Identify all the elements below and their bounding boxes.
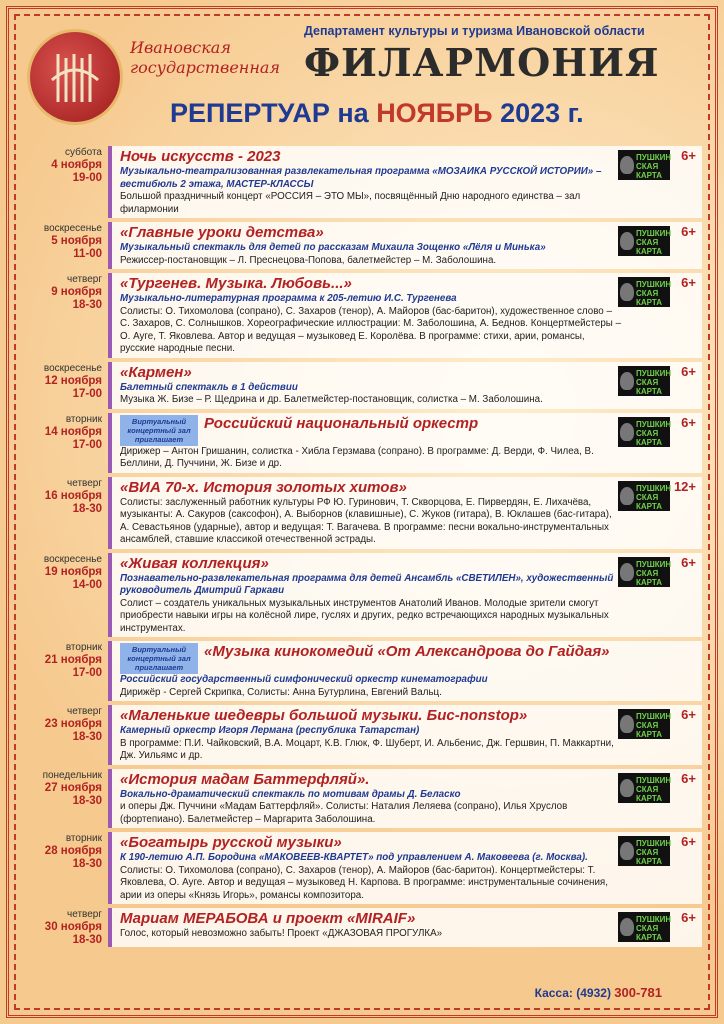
pushkin-card-text: КАРТА <box>636 171 663 180</box>
kassa-number: 300-781 <box>614 985 662 1000</box>
event-weekday: вторник <box>65 833 102 844</box>
event-time: 17-00 <box>72 438 102 451</box>
event-title <box>120 364 622 382</box>
event-weekday: вторник <box>65 413 102 425</box>
event-details <box>108 362 702 409</box>
event-description: Солист – создатель уникальных музыкальных инструментов Анатолий Иванов. Молодые зрители смогут приобрести навыки игры на колёсной лире, гуслях и других, редко встречающихся народных музыкальных инструментах. <box>120 597 609 634</box>
virtual-hall-badge: Виртуальный концертный зал приглашает <box>120 643 198 674</box>
pushkin-card-text: СКАЯ <box>636 238 659 247</box>
event-description: Голос, который невозможно забыть! Проект «ДЖАЗОВАЯ ПРОГУЛКА» <box>120 928 443 939</box>
pushkin-card-text: ПУШКИН <box>636 915 672 924</box>
age-rating-badge: 6+ <box>681 834 696 849</box>
event-title-text: «Маленькие шедевры большой музыки. Бис-nonstop» <box>120 707 528 724</box>
event-weekday: понедельник <box>42 769 102 781</box>
event-title <box>120 910 622 928</box>
pushkin-portrait-icon <box>620 715 634 733</box>
event-description: Режиссер-постановщик – Л. Преснецова-Попова, балетмейстер – М. Заболошина. <box>120 254 497 266</box>
event-date <box>22 222 108 269</box>
event-row <box>22 908 702 947</box>
repertoire-title <box>170 98 584 129</box>
event-day: 23 ноября <box>44 718 102 730</box>
title-month: НОЯБРЬ <box>376 98 493 128</box>
pushkin-card-text: ПУШКИН <box>636 229 672 238</box>
event-time: 19-00 <box>72 172 102 184</box>
event-title <box>120 148 622 166</box>
virtual-hall-badge: Виртуальный концертный зал приглашает <box>120 415 198 446</box>
pushkin-card-text: ПУШКИН <box>636 419 672 429</box>
event-title <box>120 707 622 725</box>
event-title-text: «Главные уроки детства» <box>120 224 324 241</box>
event-weekday: воскресенье <box>43 553 102 565</box>
event-description: Дирижёр - Сергей Скрипка, Солисты: Анна Бутурлина, Евгений Вальц. <box>120 686 442 698</box>
event-details <box>108 832 702 904</box>
event-description: Солисты: заслуженный работник культуры РФ Ю. Гуринович, Т. Скворцова, Е. Пирвердян, Е. Лихачёва, музыканты: А. Сакуров (саксофон), А. Выборнов (клавишные), С. Жуков (гитара), В. Юклашев (бас-гитара), А. Севастьянов (ударные), автор и ведущая: Т. Вагачева. В программе: песни вокально-инструментальных ансамблей, ставшие классикой отечественной эстрады. <box>120 496 612 545</box>
event-date <box>22 705 108 765</box>
pushkin-card-text: СКАЯ <box>636 924 659 933</box>
event-description: В программе: П.И. Чайковский, В.А. Моцарт, К.В. Глюк, Ф. Шуберт, И. Альбенис, Дж. Гершвин, П. Маккартни, Дж. Уильямс и др. <box>120 737 614 761</box>
event-details <box>108 477 702 549</box>
event-description: и оперы Дж. Пуччини «Мадам Баттерфляй». Солисты: Наталия Леляева (сопрано), Илья Хруслов (фортепиано). Балетмейстер – Маргарита Заболошина. <box>120 801 568 825</box>
age-rating-badge: 6+ <box>681 363 696 379</box>
event-weekday: вторник <box>65 642 102 653</box>
event-date <box>22 362 108 409</box>
event-time: 11-00 <box>73 248 102 260</box>
event-row <box>22 705 702 765</box>
event-row <box>22 362 702 409</box>
pushkin-card-text: СКАЯ <box>636 428 659 438</box>
event-description: Музыка Ж. Бизе – Р. Щедрина и др. Балетмейстер-постановщик, солистка – М. Заболошина. <box>120 394 543 405</box>
event-date <box>22 413 108 473</box>
event-title-text: «Живая коллекция» <box>120 554 269 572</box>
event-day: 12 ноября <box>44 374 102 387</box>
pushkin-card-text: ПУШКИН <box>636 559 672 569</box>
event-details <box>108 705 702 765</box>
event-subtitle: Музыкально-литературная программа к 205-летию И.С. Тургенева <box>120 293 457 304</box>
event-subtitle: Балетный спектакль в 1 действии <box>120 381 298 393</box>
event-day: 4 ноября <box>51 159 102 171</box>
age-rating-badge: 6+ <box>681 414 696 430</box>
event-details <box>108 146 702 218</box>
title-part1: РЕПЕРТУАР на <box>170 98 377 128</box>
pushkin-card-text: ПУШКИН <box>636 153 672 162</box>
pushkin-card-logo <box>618 557 670 587</box>
org-name <box>130 38 290 78</box>
kassa-label: Касса: <box>534 986 573 1000</box>
event-title <box>120 643 622 674</box>
event-subtitle: Камерный оркестр Игоря Лермана (республика Татарстан) <box>120 725 420 736</box>
event-row <box>22 832 702 904</box>
event-date <box>22 273 108 358</box>
pushkin-card-text: ПУШКИН <box>636 483 672 493</box>
event-subtitle: Российский государственный симфонический оркестр кинематографии <box>120 674 488 685</box>
pushkin-card-logo <box>618 709 670 739</box>
pushkin-card-logo <box>618 226 670 256</box>
pushkin-card-logo <box>618 417 670 447</box>
event-title <box>120 415 622 446</box>
event-date <box>22 477 108 549</box>
event-description: Большой праздничный концерт «РОССИЯ – ЭТО МЫ», посвящённый Дню народного единства – зал филармонии <box>120 191 581 215</box>
age-rating-badge: 6+ <box>681 148 696 163</box>
event-subtitle: Музыкально-театрализованная развлекательная программа «МОЗАИКА РУССКОЙ ИСТОРИИ» – вестибюль 2 этажа, МАСТЕР-КЛАССЫ <box>120 166 602 190</box>
event-subtitle: Музыкальный спектакль для детей по рассказам Михаила Зощенко «Лёля и Минька» <box>120 242 546 253</box>
age-rating-badge: 6+ <box>681 707 696 722</box>
title-year: 2023 г. <box>492 98 584 128</box>
event-details <box>108 641 702 701</box>
pushkin-card-text: СКАЯ <box>636 568 659 578</box>
event-details <box>108 908 702 947</box>
event-title-text: «Богатырь русской музыки» <box>120 834 342 851</box>
pushkin-card-text: СКАЯ <box>636 784 659 794</box>
event-details <box>108 769 702 829</box>
age-rating-badge: 6+ <box>681 770 696 786</box>
event-title-text: «Кармен» <box>120 363 192 381</box>
pushkin-card-text: КАРТА <box>636 730 663 739</box>
pushkin-portrait-icon <box>620 232 634 250</box>
event-time: 18-30 <box>72 502 102 515</box>
age-rating-badge: 12+ <box>673 478 696 494</box>
org-line1: Ивановская <box>130 38 231 57</box>
event-time: 17-00 <box>72 667 102 679</box>
event-date <box>22 769 108 829</box>
pushkin-card-text: ПУШКИН <box>636 712 672 721</box>
pushkin-card-logo <box>618 366 670 396</box>
pushkin-card-text: КАРТА <box>636 437 663 447</box>
pushkin-card-logo <box>618 481 670 511</box>
event-weekday: четверг <box>67 706 102 717</box>
event-time: 18-30 <box>72 794 102 807</box>
event-title-text: «Тургенев. Музыка. Любовь...» <box>120 275 352 292</box>
header <box>22 22 702 142</box>
pushkin-card-text: СКАЯ <box>636 289 659 298</box>
event-date <box>22 553 108 638</box>
poster-content <box>22 22 702 1002</box>
philharmonic-logo <box>30 32 120 122</box>
pushkin-card-logo <box>618 277 670 307</box>
event-subtitle: Вокально-драматический спектакль по мотивам драмы Д. Беласко <box>120 788 461 800</box>
event-time: 18-30 <box>72 858 102 870</box>
event-title <box>120 771 622 789</box>
event-time: 18-30 <box>72 299 102 311</box>
event-day: 27 ноября <box>44 781 102 794</box>
pushkin-portrait-icon <box>620 487 634 505</box>
event-row <box>22 641 702 701</box>
pushkin-card-logo <box>618 773 670 803</box>
event-day: 9 ноября <box>51 286 102 298</box>
event-row <box>22 477 702 549</box>
event-title-text: «Музыка кинокомедий «От Александрова до Гайдая» <box>204 643 610 660</box>
event-date <box>22 832 108 904</box>
event-weekday: четверг <box>67 909 102 920</box>
event-weekday: воскресенье <box>43 223 102 234</box>
pushkin-card-text: КАРТА <box>636 298 663 307</box>
event-day: 28 ноября <box>44 845 102 857</box>
age-rating-badge: 6+ <box>681 224 696 239</box>
event-title-text: Российский национальный оркестр <box>204 414 479 432</box>
pushkin-card-text: СКАЯ <box>636 162 659 171</box>
pushkin-card-text: СКАЯ <box>636 492 659 502</box>
event-title <box>120 224 622 242</box>
event-time: 17-00 <box>72 387 102 400</box>
event-title <box>120 275 622 293</box>
pushkin-card-text: КАРТА <box>636 247 663 256</box>
pushkin-portrait-icon <box>620 423 634 441</box>
age-rating-badge: 6+ <box>681 554 696 570</box>
event-row <box>22 273 702 358</box>
event-row <box>22 769 702 829</box>
event-date <box>22 908 108 947</box>
event-list <box>22 146 702 951</box>
org-line2: государственная <box>130 58 281 77</box>
event-time: 18-30 <box>72 934 102 946</box>
event-details <box>108 222 702 269</box>
event-day: 14 ноября <box>44 425 102 438</box>
pushkin-card-text: СКАЯ <box>636 848 659 857</box>
event-details <box>108 553 702 638</box>
event-date <box>22 641 108 701</box>
event-day: 21 ноября <box>44 654 102 666</box>
age-rating-badge: 6+ <box>681 910 696 925</box>
pushkin-portrait-icon <box>620 779 634 797</box>
event-date <box>22 146 108 218</box>
event-day: 30 ноября <box>44 921 102 933</box>
pushkin-portrait-icon <box>620 156 634 174</box>
event-row <box>22 146 702 218</box>
pushkin-card-text: КАРТА <box>636 857 663 866</box>
event-weekday: суббота <box>65 147 102 158</box>
event-day: 5 ноября <box>51 235 102 247</box>
pushkin-card-text: ПУШКИН <box>636 368 672 378</box>
pushkin-portrait-icon <box>620 563 634 581</box>
event-description: Солисты: О. Тихомолова (сопрано), С. Захаров (тенор), А. Майоров (бас-баритон). Концертмейстеры: Т. Яковлева, О. Ауге. Автор и ведущая – музыковед Н. Карпова. В программе: инструментальные сочинения, арии из оперы «Князь Игорь», романсы композитора. <box>120 864 608 901</box>
pushkin-card-logo <box>618 836 670 866</box>
event-day: 16 ноября <box>44 489 102 502</box>
event-title-text: Ночь искусств - 2023 <box>120 148 281 165</box>
pushkin-card-text: СКАЯ <box>636 721 659 730</box>
event-title-text: «История мадам Баттерфляй». <box>120 770 370 788</box>
box-office <box>535 985 662 1000</box>
pushkin-card-text: ПУШКИН <box>636 280 672 289</box>
pushkin-card-text: ПУШКИН <box>636 775 672 785</box>
event-description: Солисты: О. Тихомолова (сопрано), С. Захаров (тенор), А. Майоров (бас-баритон), художественное слово – С. Захаров, С. Солнышков. Хореографические иллюстрации: М. Заболошина, А. Беднов. Концертмейстеры – О. Ауге, Т. Яковлева. Автор и ведущая – музыковед Е. Королёва. В программе: стихи, арии, романсы, русские народные песни. <box>120 305 622 354</box>
event-weekday: четверг <box>67 477 102 489</box>
event-title <box>120 555 622 573</box>
pushkin-card-text: ПУШКИН <box>636 839 672 848</box>
event-details <box>108 273 702 358</box>
pushkin-card-text: КАРТА <box>636 501 663 511</box>
event-row <box>22 553 702 638</box>
pushkin-card-text: СКАЯ <box>636 377 659 387</box>
event-weekday: четверг <box>67 274 102 285</box>
event-title-text: «ВИА 70-х. История золотых хитов» <box>120 478 407 496</box>
pushkin-card-text: КАРТА <box>636 386 663 396</box>
pushkin-portrait-icon <box>620 918 634 936</box>
philharmonic-title: ФИЛАРМОНИЯ <box>304 40 660 85</box>
event-description: Дирижер – Антон Гришанин, солистка - Хибла Герзмава (сопрано). В программе: Д. Верди, Ф. Чилеа, В. Беллини, Д. Пуччини, Ж. Бизе и др. <box>120 445 594 469</box>
event-time: 18-30 <box>72 731 102 743</box>
event-subtitle: Познавательно-развлекательная программа для детей Ансамбль «СВЕТИЛЕН», художественный руководитель Дмитрий Гаркави <box>120 572 614 596</box>
event-title-text: Мариам МЕРАБОВА и проект «MIRAIF» <box>120 910 416 927</box>
pushkin-portrait-icon <box>620 372 634 390</box>
event-subtitle: К 190-летию А.П. Бородина «МАКОВЕЕВ-КВАРТЕТ» под управлением А. Маковеева (г. Москва). <box>120 852 588 863</box>
pushkin-card-logo <box>618 912 670 942</box>
department-name: Департамент культуры и туризма Ивановской области <box>304 24 645 38</box>
kassa-code: (4932) <box>576 986 611 1000</box>
event-row <box>22 222 702 269</box>
pushkin-card-text: КАРТА <box>636 933 663 942</box>
event-title <box>120 479 622 497</box>
pushkin-card-text: КАРТА <box>636 793 663 803</box>
age-rating-badge: 6+ <box>681 275 696 290</box>
pushkin-card-text: КАРТА <box>636 577 663 587</box>
event-weekday: воскресенье <box>43 362 102 374</box>
pushkin-portrait-icon <box>620 842 634 860</box>
event-title <box>120 834 622 852</box>
event-day: 19 ноября <box>44 565 102 578</box>
pushkin-card-logo <box>618 150 670 180</box>
event-details <box>108 413 702 473</box>
pushkin-portrait-icon <box>620 283 634 301</box>
event-time: 14-00 <box>72 578 102 591</box>
event-row <box>22 413 702 473</box>
